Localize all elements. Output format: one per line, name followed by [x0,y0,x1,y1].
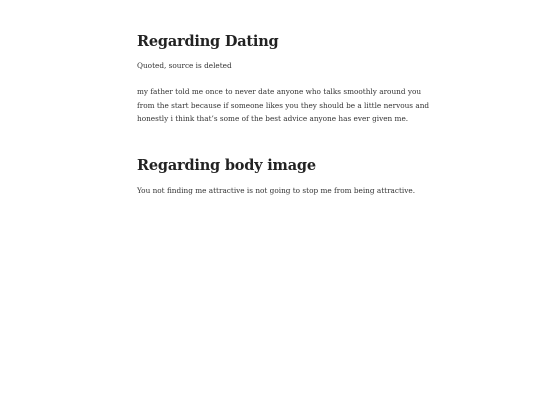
post-body: You not finding me attractive is not going to stop me from being attractive. [137,186,416,195]
post-body-line: from the start because if someone likes you they should be a little nervous and [137,100,430,110]
post-body-line: honestly i think that’s some of the best advice anyone has ever given me. [137,114,409,123]
post-body-line: my father told me once to never date anyone who talks smoothly around you [137,87,422,96]
post-title[interactable]: Regarding body image [137,157,316,174]
post-body [137,85,430,126]
post-title[interactable]: Regarding Dating [137,33,279,50]
post-source-note: Quoted, source is deleted [137,61,232,70]
